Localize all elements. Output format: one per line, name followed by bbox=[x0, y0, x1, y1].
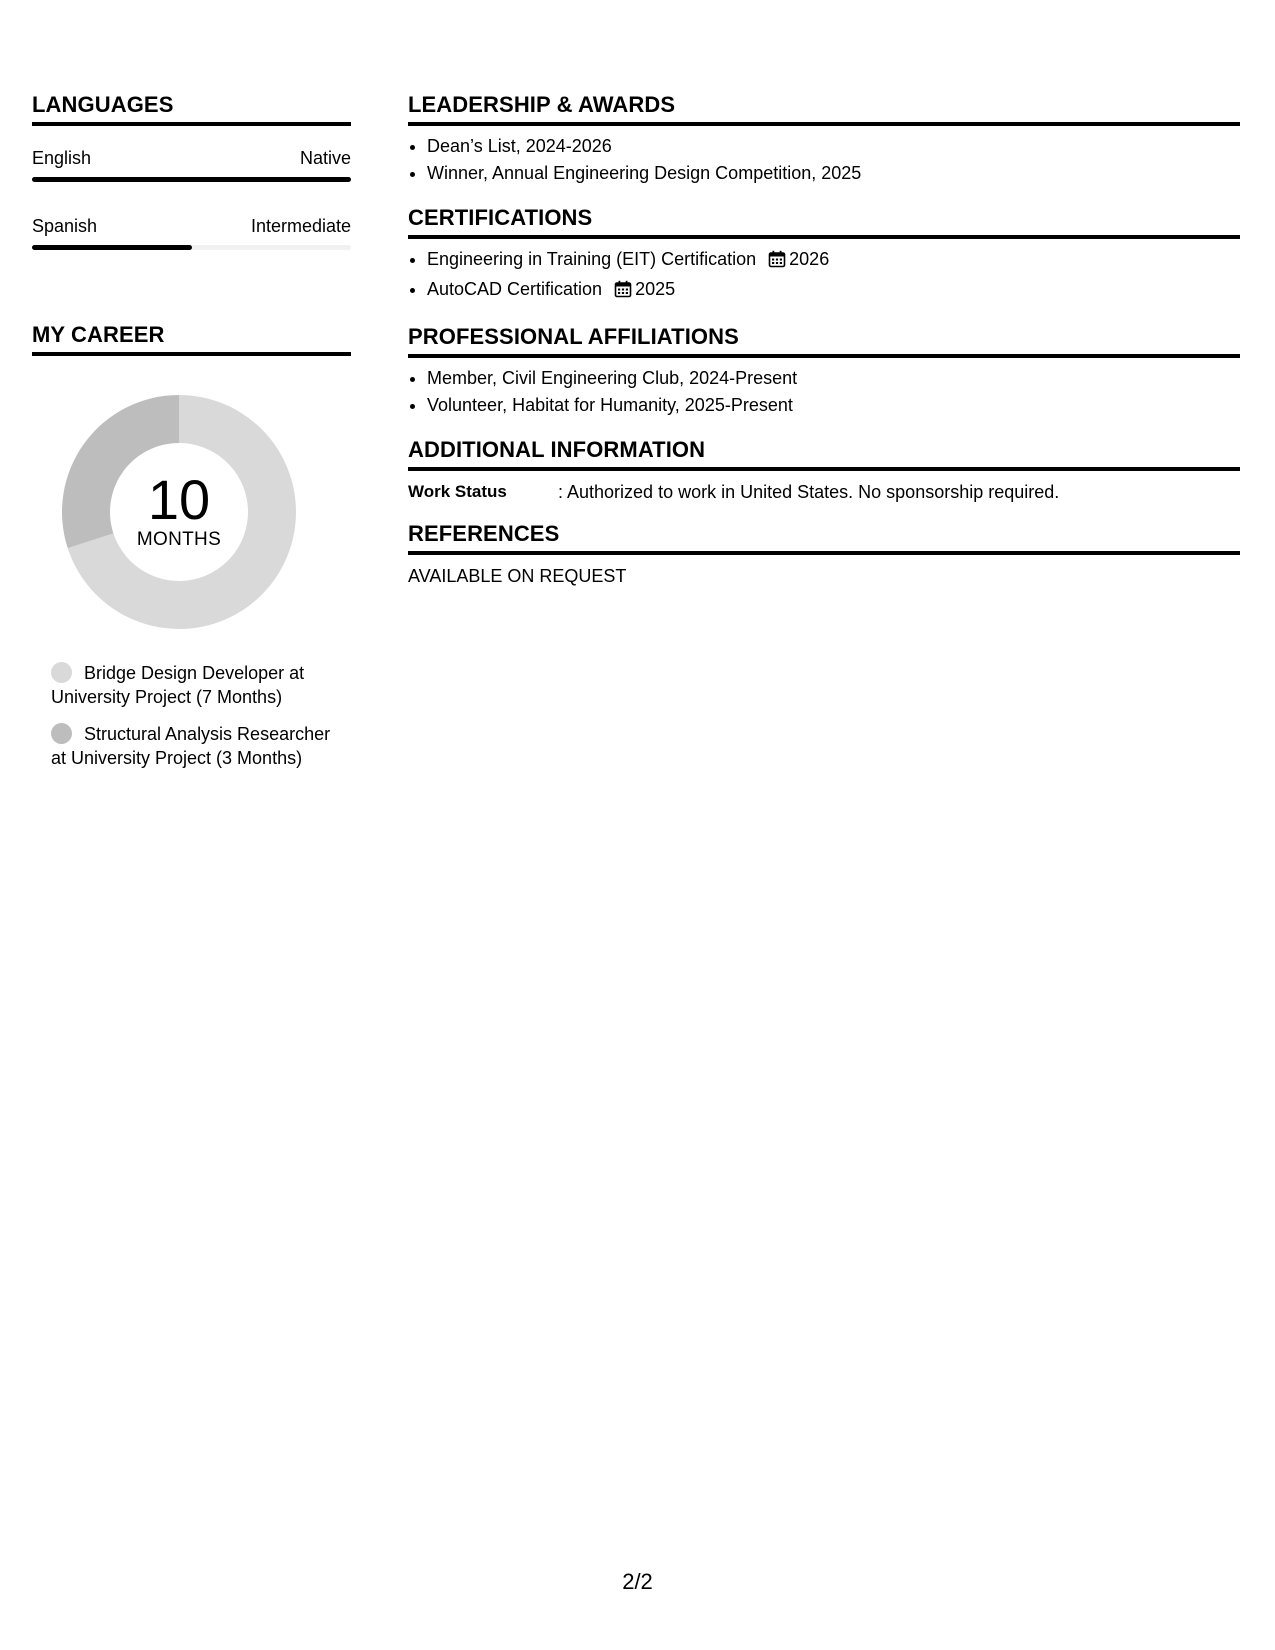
work-status-row bbox=[408, 481, 1240, 503]
left-column bbox=[32, 92, 351, 783]
language-proficiency-fill bbox=[32, 245, 192, 250]
list-item: • Member, Civil Engineering Club, 2024-Present bbox=[427, 365, 1240, 392]
certifications-section bbox=[408, 205, 1240, 306]
list-item bbox=[427, 246, 1240, 276]
list-item bbox=[427, 276, 1240, 306]
leadership-list bbox=[408, 133, 1240, 187]
additional-info-section bbox=[408, 437, 1240, 503]
affiliations-list bbox=[408, 365, 1240, 419]
list-item: • Volunteer, Habitat for Humanity, 2025-Present bbox=[427, 392, 1240, 419]
language-proficiency-bar bbox=[32, 177, 351, 182]
language-row bbox=[32, 215, 351, 237]
career-entry-label: Structural Analysis Researcher at University Project (3 Months) bbox=[51, 724, 331, 768]
language-proficiency-fill bbox=[32, 177, 351, 182]
list-item: • Winner, Annual Engineering Design Competition, 2025 bbox=[427, 160, 1240, 187]
career-section bbox=[32, 322, 351, 770]
languages-section bbox=[32, 92, 351, 250]
calendar-icon bbox=[614, 279, 632, 306]
certification-name: AutoCAD Certification bbox=[427, 279, 603, 299]
language-item bbox=[32, 215, 351, 250]
leadership-section bbox=[408, 92, 1240, 187]
career-legend-item bbox=[51, 661, 336, 709]
career-total-number: 10 bbox=[147, 468, 211, 531]
language-row bbox=[32, 147, 351, 169]
languages-heading: LANGUAGES bbox=[32, 92, 351, 126]
references-heading: REFERENCES bbox=[408, 521, 1240, 555]
career-heading: MY CAREER bbox=[32, 322, 351, 356]
language-name: English bbox=[32, 148, 92, 168]
list-item: • Dean’s List, 2024-2026 bbox=[427, 133, 1240, 160]
career-legend bbox=[32, 661, 336, 770]
certification-name: Engineering in Training (EIT) Certification bbox=[427, 249, 757, 269]
leadership-heading: LEADERSHIP & AWARDS bbox=[408, 92, 1240, 126]
certification-year: 2026 bbox=[789, 249, 830, 269]
references-text: AVAILABLE ON REQUEST bbox=[408, 566, 627, 586]
affiliations-heading: PROFESSIONAL AFFILIATIONS bbox=[408, 324, 1240, 358]
legend-dot-icon bbox=[51, 723, 72, 744]
career-total-unit: MONTHS bbox=[136, 529, 222, 550]
additional-info-heading: ADDITIONAL INFORMATION bbox=[408, 437, 1240, 471]
language-level: Native bbox=[299, 148, 351, 168]
page-number: 2/2 bbox=[622, 1569, 653, 1594]
legend-dot-icon bbox=[51, 662, 72, 683]
work-status-value: : Authorized to work in United States. No sponsorship required. bbox=[558, 482, 1060, 502]
career-entry-label: Bridge Design Developer at University Project (7 Months) bbox=[51, 663, 305, 707]
language-level: Intermediate bbox=[250, 216, 351, 236]
affiliations-section bbox=[408, 324, 1240, 419]
certifications-list bbox=[408, 246, 1240, 306]
career-legend-item bbox=[51, 722, 336, 770]
certifications-heading: CERTIFICATIONS bbox=[408, 205, 1240, 239]
calendar-icon bbox=[768, 249, 786, 276]
work-status-label: Work Status bbox=[408, 482, 507, 501]
right-column bbox=[408, 92, 1240, 605]
references-section bbox=[408, 521, 1240, 587]
donut-center bbox=[56, 389, 302, 635]
language-proficiency-bar bbox=[32, 245, 351, 250]
certification-year: 2025 bbox=[635, 279, 676, 299]
career-donut-chart bbox=[56, 389, 302, 635]
language-item bbox=[32, 147, 351, 182]
language-name: Spanish bbox=[32, 216, 98, 236]
languages-list bbox=[32, 147, 351, 250]
